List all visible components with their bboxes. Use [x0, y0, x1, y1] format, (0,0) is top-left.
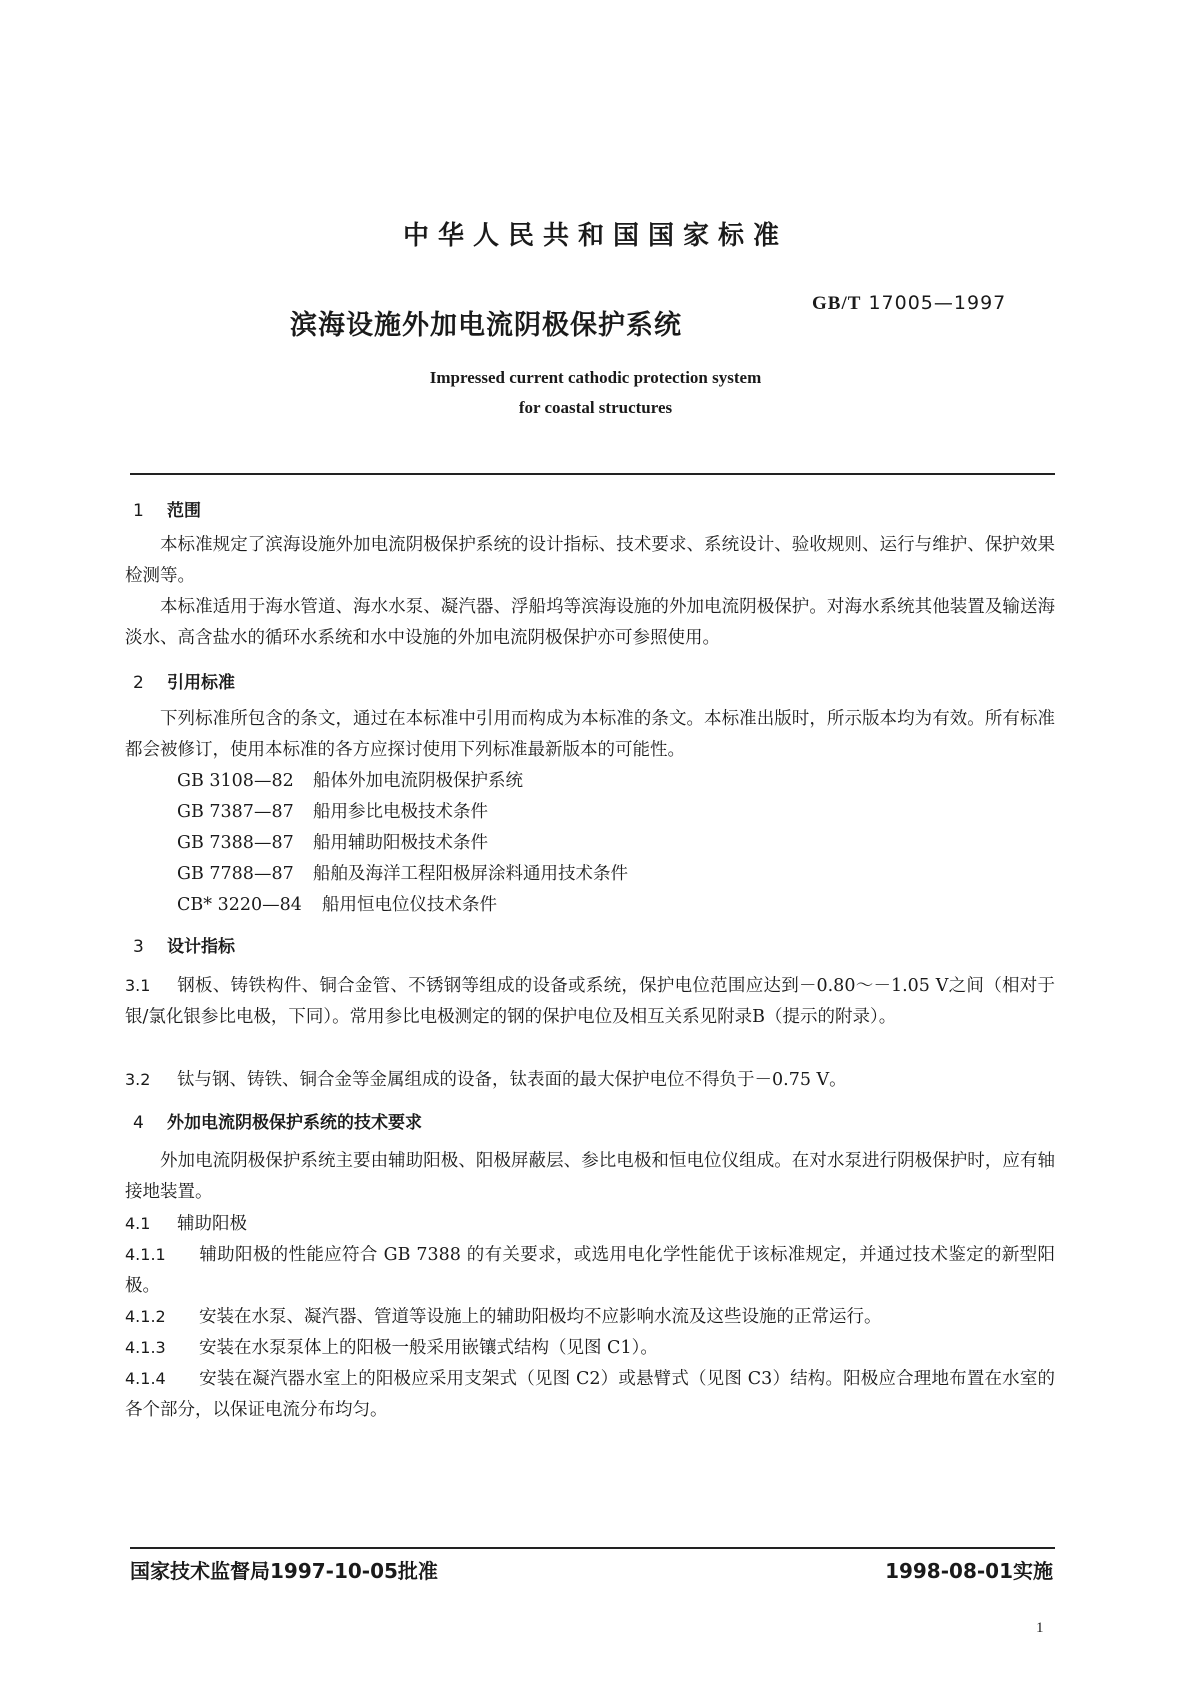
section-4-heading [133, 1108, 422, 1133]
clause-text: 钛与钢、铸铁、铜合金等金属组成的设备，钛表面的最大保护电位不得负于－0.75 V。 [177, 1070, 847, 1090]
reference-item [177, 766, 628, 797]
clause-text: 辅助阳极 [177, 1214, 247, 1234]
clause-4-1 [125, 1208, 1055, 1240]
clause-4-1-4 [125, 1363, 1055, 1426]
clause-3-1 [125, 970, 1055, 1033]
clause-text: 钢板、铸铁构件、铜合金管、不锈钢等组成的设备或系统，保护电位范围应达到－0.80～－1.05 V之间（相对于银/氯化银参比电极，下同）。常用参比电极测定的钢的保护电位及相互关系见附录B（提示的附录）。 [125, 976, 1055, 1027]
footer-divider [130, 1547, 1055, 1549]
english-title-line-2: for coastal structures [518, 398, 673, 417]
section-number: 2 [133, 673, 144, 693]
clause-4-1-2 [125, 1301, 1055, 1333]
reference-item [177, 828, 628, 859]
reference-code: GB 7388—87 [177, 833, 294, 853]
section-title: 外加电流阴极保护系统的技术要求 [167, 1113, 422, 1133]
page-number: 1 [1036, 1620, 1044, 1636]
clause-text: 辅助阳极的性能应符合 GB 7388 的有关要求，或选用电化学性能优于该标准规定，并通过技术鉴定的新型阳极。 [125, 1245, 1055, 1296]
clause-number: 4.1.1 [125, 1245, 166, 1264]
clause-number: 4.1.3 [125, 1338, 166, 1357]
english-title-line-1: Impressed current cathodic protection system [429, 368, 762, 387]
section-number: 1 [133, 501, 144, 521]
section-2-paragraph-1: 下列标准所包含的条文，通过在本标准中引用而构成为本标准的条文。本标准出版时，所示版本均为有效。所有标准都会被修订，使用本标准的各方应探讨使用下列标准最新版本的可能性。 [125, 709, 1055, 760]
section-title: 范围 [167, 501, 201, 521]
standard-prefix: GB/T [812, 293, 862, 314]
chinese-title: 滨海设施外加电流阴极保护系统 [290, 310, 682, 341]
standard-number: 17005—1997 [868, 292, 1007, 314]
reference-title: 船体外加电流阴极保护系统 [313, 771, 523, 791]
section-1-paragraph-2: 本标准适用于海水管道、海水水泵、凝汽器、浮船坞等滨海设施的外加电流阴极保护。对海水系统其他装置及输送海淡水、高含盐水的循环水系统和水中设施的外加电流阴极保护亦可参照使用。 [125, 597, 1055, 648]
section-1-heading [133, 496, 201, 521]
reference-title: 船舶及海洋工程阳极屏涂料通用技术条件 [313, 864, 628, 884]
section-title: 引用标准 [167, 673, 235, 693]
reference-code: CB* 3220—84 [177, 895, 302, 915]
section-title: 设计指标 [167, 937, 235, 957]
reference-item [177, 797, 628, 828]
reference-item [177, 890, 628, 921]
section-1-paragraph-1: 本标准规定了滨海设施外加电流阴极保护系统的设计指标、技术要求、系统设计、验收规则、运行与维护、保护效果检测等。 [125, 535, 1055, 586]
reference-title: 船用恒电位仪技术条件 [322, 895, 497, 915]
national-standard-header: 中华人民共和国国家标准 [402, 221, 788, 251]
section-2-heading [133, 668, 235, 693]
section-4-paragraph-1: 外加电流阴极保护系统主要由辅助阳极、阳极屏蔽层、参比电极和恒电位仪组成。在对水泵进行阴极保护时，应有轴接地装置。 [125, 1151, 1055, 1202]
reference-title: 船用辅助阳极技术条件 [313, 833, 488, 853]
clause-number: 3.1 [125, 976, 151, 995]
section-number: 4 [133, 1113, 144, 1133]
clause-text: 安装在水泵、凝汽器、管道等设施上的辅助阳极均不应影响水流及这些设施的正常运行。 [199, 1307, 882, 1327]
clause-number: 3.2 [125, 1070, 151, 1089]
clause-text: 安装在凝汽器水室上的阳极应采用支架式（见图 C2）或悬臂式（见图 C3）结构。阳极应合理地布置在水室的各个部分，以保证电流分布均匀。 [125, 1369, 1055, 1420]
reference-code: GB 7387—87 [177, 802, 294, 822]
clause-4-1-3 [125, 1332, 1055, 1364]
approval-line: 国家技术监督局1997-10-05批准 [130, 1559, 438, 1583]
clause-4-1-1 [125, 1239, 1055, 1302]
clause-text: 安装在水泵泵体上的阳极一般采用嵌镶式结构（见图 C1）。 [199, 1338, 658, 1358]
standard-code [812, 292, 1006, 315]
effective-date: 1998-08-01实施 [885, 1559, 1053, 1583]
clause-3-2 [125, 1064, 1055, 1096]
reference-code: GB 3108—82 [177, 771, 294, 791]
section-3-heading [133, 932, 235, 957]
section-number: 3 [133, 937, 144, 957]
reference-item [177, 859, 628, 890]
clause-number: 4.1 [125, 1214, 151, 1233]
reference-list [177, 766, 628, 921]
reference-code: GB 7788—87 [177, 864, 294, 884]
reference-title: 船用参比电极技术条件 [313, 802, 488, 822]
clause-number: 4.1.4 [125, 1369, 166, 1388]
clause-number: 4.1.2 [125, 1307, 166, 1326]
header-divider [130, 473, 1055, 475]
